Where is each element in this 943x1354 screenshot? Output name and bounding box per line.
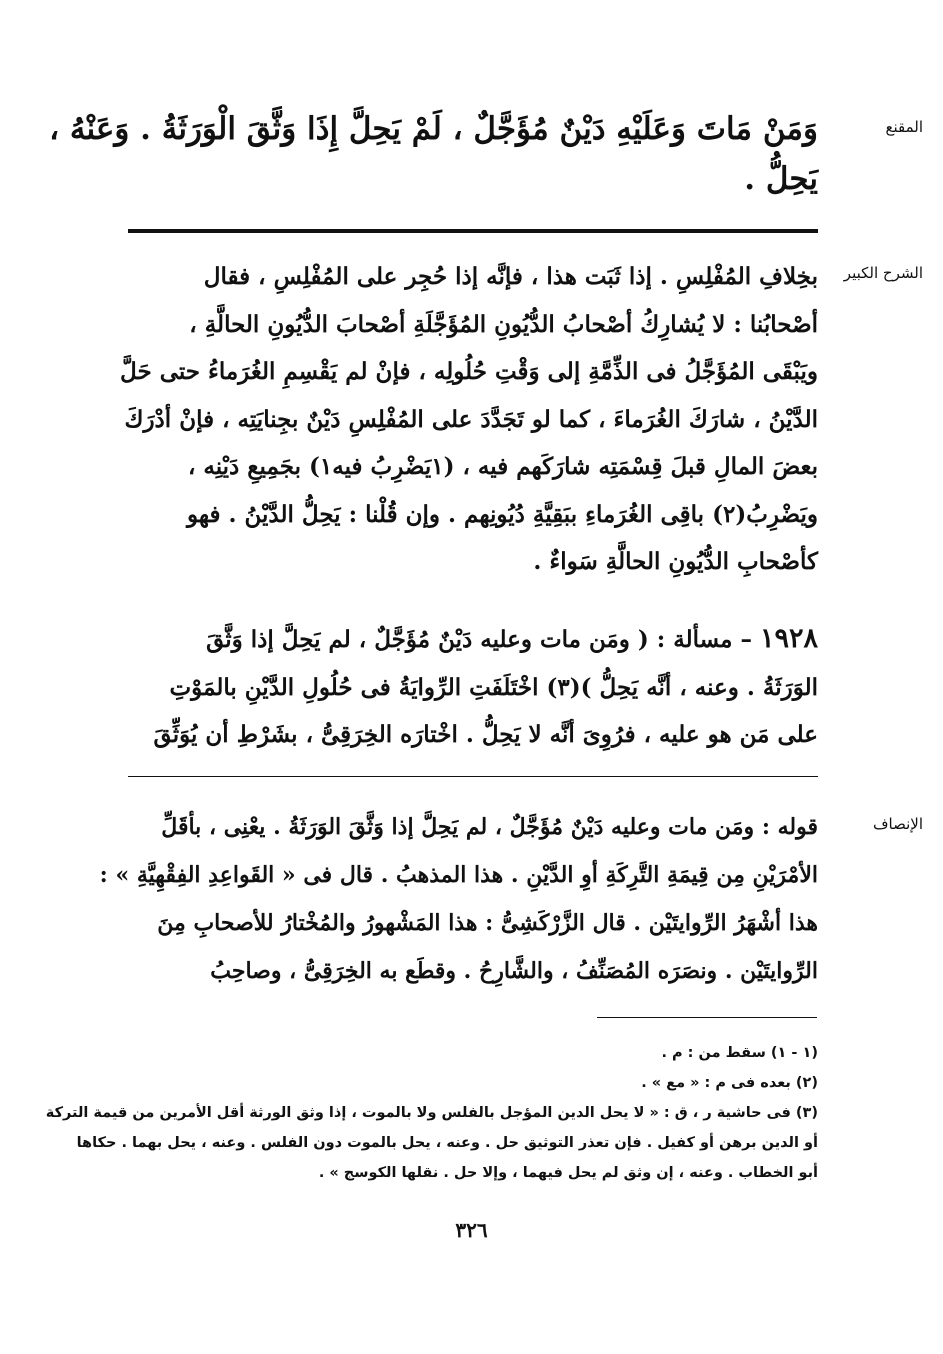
masala-line-rest: – مسألة : ( ومَن مات وعليه دَيْنٌ مُؤَجَّلٌ ، لم يَحِلَّ إذا وَثَّقَ	[206, 626, 760, 653]
masala-text	[126, 615, 818, 759]
insaf-line: الأمْرَيْنِ مِن قِيمَةِ التَّرِكَةِ أوِ الدَّيْنِ . هذا المذهبُ . قال فى « القَواعِدِ الفِقْهِيَّةِ » :	[99, 862, 818, 888]
section-divider-thick	[128, 229, 818, 233]
masala-line: الوَرَثَةُ . وعنه ، أنَّه يَحِلُّ )(٣) اخْتَلَفَتِ الرِّوايَةُ فى حُلُولِ الدَّيْنِ بالمَوْتِ	[169, 673, 818, 701]
label-sharh: الشرح الكبير	[843, 264, 923, 282]
footnote-line: أو الدين برهن أو كفيل . فإن تعذر التوثيق حل . وعنه ، يحل بالموت دون الفلس . وعنه ، يحل بهما . حكاها	[76, 1135, 818, 1151]
sharh-line: بخِلافِ المُفْلِسِ . إذا ثَبَت هذا ، فإنَّه إذا حُجِر على المُفْلِسِ ، فقال	[203, 263, 818, 290]
insaf-line: هذا أشْهَرُ الرِّوايتَيْن . قال الزَّرْكَشِىُّ : هذا المَشْهورُ والمُخْتارُ للأصحابِ مِنَ	[157, 910, 818, 936]
sharh-line: ويَبْقَى المُؤَجَّلُ فى الذِّمَّةِ إلى وَقْتِ حُلُولِه ، فإنْ لم يَقْسِمِ الغُرَماءُ حتى حَلَّ	[120, 358, 818, 385]
sharh-line: كأصْحابِ الدُّيُونِ الحالَّةِ سَواءٌ .	[533, 548, 818, 575]
section-divider-thin	[128, 776, 818, 777]
footnote-line: (١ - ١) سقط من : م .	[661, 1045, 818, 1061]
insaf-line: قوله : ومَن مات وعليه دَيْنٌ مُؤَجَّلٌ ، لم يَحِلَّ إذا وَثَّقَ الوَرَثَةُ . يعْنِى ، بأقَلِّ	[161, 814, 818, 840]
masala-line: على مَن هو عليه ، فرُوِىَ أنَّه لا يَحِلُّ . اخْتارَه الخِرَقِىُّ ، بشَرْطِ أن يُوَثِّقَ	[153, 721, 818, 748]
footnote-line: أبو الخطاب . وعنه ، إن وثق لم يحل فيهما ، وإلا حل . نقلها الكوسج » .	[318, 1165, 818, 1181]
muqni-line: يَحِلُّ .	[744, 161, 818, 197]
sharh-line: أصْحابُنا : لا يُشارِكُ أصْحابُ الدُّيُونِ المُؤَجَّلَةِ أصْحابَ الدُّيُونِ الحالَّةِ ،	[189, 310, 818, 338]
label-insaf: الإنصاف	[872, 815, 923, 833]
muqni-line: وَمَنْ مَاتَ وَعَلَيْهِ دَيْنٌ مُؤَجَّلٌ ، لَمْ يَحِلَّ إِذَا وَثَّقَ الْوَرَثَةُ . وَعَنْهُ ،	[49, 111, 818, 147]
footnote-line: (٣) فى حاشية ر ، ق : « لا يحل الدين المؤجل بالفلس ولا بالموت ، إذا وثق الورثة أقل الأمرين من قيمة التركة	[45, 1105, 818, 1121]
sharh-text	[120, 253, 818, 586]
label-muqni: المقنع	[885, 118, 923, 136]
masala-number: ١٩٢٨	[759, 623, 818, 654]
sharh-line: بعضَ المالِ قبلَ قِسْمَتِه شارَكَهم فيه ، (١يَضْرِبُ فيه١) بجَمِيعِ دَيْنِه ،	[187, 453, 818, 480]
insaf-text	[99, 803, 818, 995]
muqni-text	[49, 104, 818, 204]
footnotes	[45, 1038, 818, 1188]
insaf-line: الرِّوايتَيْن . ونصَرَه المُصَنِّفُ ، والشَّارِحُ . وقطَع به الخِرَقِىُّ ، وصاحِبُ	[210, 958, 818, 984]
sharh-line: ويَضْرِبُ(٢) باقِى الغُرَماءِ ببَقِيَّةِ دُيُونِهم . وإن قُلْنا : يَحِلُّ الدَّيْنُ . فهو	[187, 500, 818, 528]
footnote-line: (٢) بعده فى م : « مع » .	[641, 1075, 818, 1091]
sharh-line: الدَّيْنُ ، شارَكَ الغُرَماءَ ، كما لو تَجَدَّدَ على المُفْلِسِ دَيْنٌ بجِنايَتِه ، فإنْ أدْرَكَ	[124, 405, 818, 433]
masala-first-line	[126, 615, 818, 664]
footnote-divider	[597, 1017, 817, 1018]
page-number: ٣٢٦	[455, 1218, 488, 1242]
